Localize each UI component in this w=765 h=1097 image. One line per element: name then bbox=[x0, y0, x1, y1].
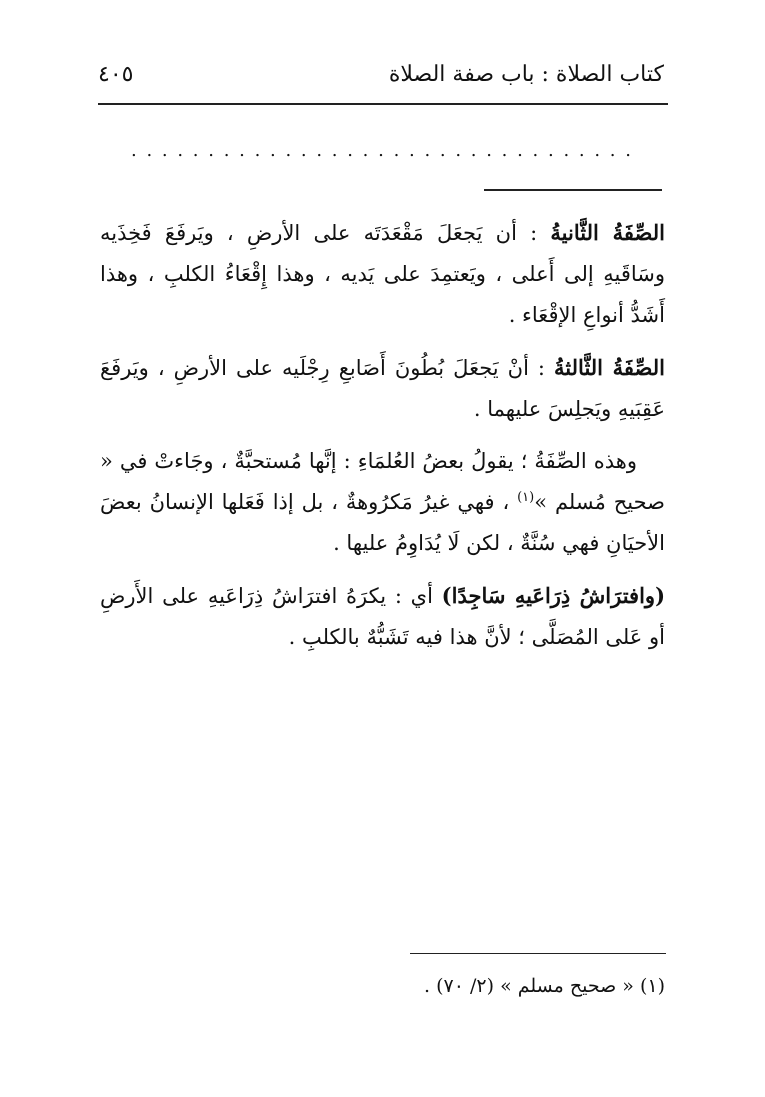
footnote-reference[interactable]: (١) bbox=[517, 490, 535, 505]
header-rule bbox=[98, 103, 668, 105]
paragraph-term: الصِّفَةُ الثَّالثةُ bbox=[554, 355, 665, 380]
paragraph-text: : أن يَجعَلَ مَقْعَدَتَه على الأرضِ ، ويَرفَعَ فَخِذَيه وسَاقَيهِ إلى أَعلى ، ويَعتمِدَ على يَديه ، وهذا إِقْعَاءُ الكلبِ ، وهذا أَشَدُّ أنواعِ الإقْعَاء . bbox=[100, 221, 665, 327]
paragraph-third-form bbox=[100, 347, 665, 430]
paragraph-text: ، فهي غيرُ مَكرُوهةٌ ، بل إذا فَعَلها الإنسانُ بعضَ الأحيَانِ فهي سُنَّةٌ ، لكن لَا يُدَاوِمُ عليها . bbox=[100, 490, 665, 555]
page-number: ٤٠٥ bbox=[98, 62, 134, 87]
paragraph-term: (وافترَاشُ ذِرَاعَيهِ سَاجِدًا) bbox=[441, 583, 666, 608]
page-header bbox=[98, 58, 664, 98]
paragraph-text: وهذه الصِّفَةُ ؛ يقولُ بعضُ العُلمَاءِ : إنَّها مُستحبَّةٌ ، وجَاءتْ في « صحيح مُسلم » bbox=[100, 449, 665, 514]
omission-dots: . . . . . . . . . . . . . . . . . . . . . . . . . . . . . . . . . bbox=[131, 140, 633, 160]
paragraph-text: أي : يكرَهُ افترَاشُ ذِرَاعَيهِ على الأَرضِ أو عَلى المُصَلَّى ؛ لأنَّ هذا فيه تَشَبُّهٌ بالكلبِ . bbox=[100, 584, 665, 649]
paragraph-text: : أنْ يَجعَلَ بُطُونَ أَصَابعِ رِجْلَيه على الأرضِ ، ويَرفَعَ عَقِبَيهِ ويَجلِسَ عليهما . bbox=[100, 356, 665, 421]
paragraph-term: الصِّفَةُ الثَّانيةُ bbox=[550, 220, 666, 245]
paragraph-second-form bbox=[100, 212, 665, 336]
section-rule bbox=[484, 189, 662, 191]
body-text bbox=[100, 212, 665, 669]
paragraph-iftirash bbox=[100, 575, 665, 658]
footnote-rule bbox=[410, 953, 666, 954]
footnote: (١) « صحيح مسلم » (٢/ ٧٠) . bbox=[424, 975, 665, 997]
paragraph-ruling bbox=[100, 441, 665, 564]
running-title: كتاب الصلاة : باب صفة الصلاة bbox=[388, 62, 664, 87]
